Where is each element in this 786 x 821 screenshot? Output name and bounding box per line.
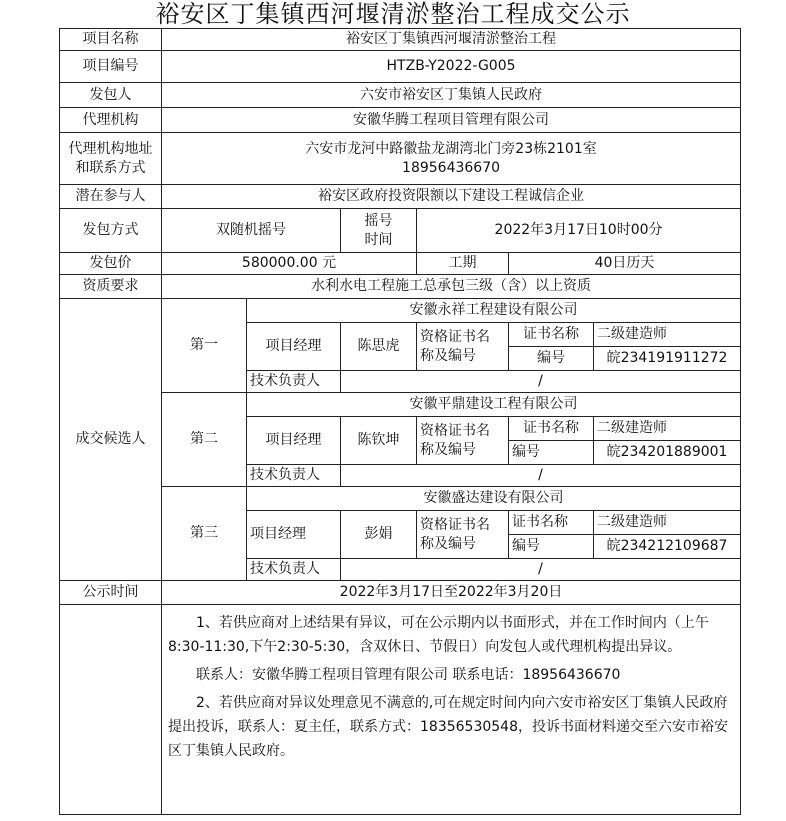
agency-address: 六安市龙河中路徽盐龙湖湾北门旁23栋2101室 xyxy=(305,140,597,157)
candidate-1-cert-label-line2: 称及编号 xyxy=(420,347,476,364)
row-project-name xyxy=(60,29,741,51)
candidate-2-cert-name-label: 证书名称 xyxy=(509,417,594,441)
notice-paragraph-1: 1、若供应商对上述结果有异议，可在公示期内以书面形式，并在工作时间内（上午8:30-11:30,下午2:30-5:30，含双休日、节假日）向发包人或代理机构提出异议。 xyxy=(168,615,709,655)
notice-contact: 联系人：安徽华腾工程项目管理有限公司 联系电话：18956436670 xyxy=(196,667,621,683)
candidate-2-cert-label-line1: 资格证书名 xyxy=(420,422,490,439)
candidate-3-pm-name: 彭娟 xyxy=(341,511,417,559)
candidate-2-pm-label: 项目经理 xyxy=(247,417,341,465)
price-label: 发包价 xyxy=(60,253,162,275)
notice-label-empty xyxy=(60,605,162,815)
agency-contact-label-line1: 代理机构地址 xyxy=(68,140,153,157)
candidate-1-cert-name: 二级建造师 xyxy=(594,323,741,347)
potential-value: 裕安区政府投资限额以下建设工程诚信企业 xyxy=(162,185,741,209)
row-potential xyxy=(60,185,741,209)
candidate-3-company: 安徽盛达建设有限公司 xyxy=(247,487,741,511)
project-no-label: 项目编号 xyxy=(60,51,162,83)
publicity-value: 2022年3月17日至2022年3月20日 xyxy=(162,581,741,605)
candidate-2-rank: 第二 xyxy=(162,393,247,487)
candidate-3-cert-name: 二级建造师 xyxy=(594,511,741,535)
candidate-1-tech-label: 技术负责人 xyxy=(247,371,341,393)
period-label: 工期 xyxy=(417,253,509,275)
candidates-label: 成交候选人 xyxy=(60,299,162,581)
row-method xyxy=(60,209,741,253)
qualification-label: 资质要求 xyxy=(60,275,162,299)
candidate-1-cert-no-label: 编号 xyxy=(509,347,594,371)
agency-contact-value xyxy=(162,133,741,185)
employer-label: 发包人 xyxy=(60,83,162,108)
candidate-1-cert-label xyxy=(417,323,509,371)
period-value: 40日历天 xyxy=(509,253,741,275)
candidate-2-tech-label: 技术负责人 xyxy=(247,465,341,487)
candidate-3-company-row xyxy=(60,487,741,511)
qualification-value: 水利水电工程施工总承包三级（含）以上资质 xyxy=(162,275,741,299)
row-agency xyxy=(60,108,741,133)
row-project-no xyxy=(60,51,741,83)
candidate-3-cert-name-label: 证书名称 xyxy=(509,511,594,535)
candidate-1-cert-no: 皖234191911272 xyxy=(594,347,741,371)
draw-time-label-line2: 时间 xyxy=(364,231,393,248)
publicity-label: 公示时间 xyxy=(60,581,162,605)
method-label: 发包方式 xyxy=(60,209,162,253)
potential-label: 潜在参与人 xyxy=(60,185,162,209)
candidate-1-company-row xyxy=(60,299,741,323)
row-agency-contact xyxy=(60,133,741,185)
candidate-2-cert-name: 二级建造师 xyxy=(594,417,741,441)
candidate-2-cert-no-label: 编号 xyxy=(509,441,594,465)
agency-value: 安徽华腾工程项目管理有限公司 xyxy=(162,108,741,133)
candidate-1-company: 安徽永祥工程建设有限公司 xyxy=(247,299,741,323)
candidate-3-cert-label-line2: 称及编号 xyxy=(420,535,476,552)
candidate-3-cert-no: 皖234212109687 xyxy=(594,535,741,559)
candidate-3-pm-label: 项目经理 xyxy=(247,511,341,559)
employer-value: 六安市裕安区丁集镇人民政府 xyxy=(162,83,741,108)
draw-time-label xyxy=(341,209,417,253)
candidate-3-cert-no-label: 编号 xyxy=(509,535,594,559)
row-qualification xyxy=(60,275,741,299)
project-name-value: 裕安区丁集镇西河堰清淤整治工程 xyxy=(162,29,741,51)
candidate-3-cert-label-line1: 资格证书名 xyxy=(420,516,490,533)
announcement-table xyxy=(59,28,741,815)
row-price xyxy=(60,253,741,275)
candidate-3-rank: 第三 xyxy=(162,487,247,581)
row-notice xyxy=(60,605,741,815)
candidate-1-pm-label: 项目经理 xyxy=(247,323,341,371)
agency-contact-label xyxy=(60,133,162,185)
candidate-2-tech-value: / xyxy=(341,465,741,487)
candidate-3-tech-label: 技术负责人 xyxy=(247,559,341,581)
notice-text xyxy=(162,605,741,815)
candidate-3-cert-label xyxy=(417,511,509,559)
price-value: 580000.00 元 xyxy=(162,253,417,275)
candidate-3-tech-value: / xyxy=(341,559,741,581)
agency-phone: 18956436670 xyxy=(402,159,501,176)
notice-paragraph-2: 2、若供应商对异议处理意见不满意的,可在规定时间内向六安市裕安区丁集镇人民政府提出投诉，联系人：夏主任，联系方式：18356530548，投诉书面材料递交至六安市裕安区丁集镇人民政府。 xyxy=(168,695,728,759)
candidate-2-pm-name: 陈钦坤 xyxy=(341,417,417,465)
draw-time-value: 2022年3月17日10时00分 xyxy=(417,209,741,253)
candidate-2-company-row xyxy=(60,393,741,417)
row-employer xyxy=(60,83,741,108)
candidate-2-cert-label-line2: 称及编号 xyxy=(420,441,476,458)
agency-contact-label-line2: 和联系方式 xyxy=(75,159,146,176)
draw-time-label-line1: 摇号 xyxy=(364,212,393,229)
agency-label: 代理机构 xyxy=(60,108,162,133)
candidate-1-cert-name-label: 证书名称 xyxy=(509,323,594,347)
candidate-1-pm-name: 陈思虎 xyxy=(341,323,417,371)
method-value: 双随机摇号 xyxy=(162,209,341,253)
candidate-1-tech-value: / xyxy=(341,371,741,393)
candidate-2-cert-no: 皖234201889001 xyxy=(594,441,741,465)
page-title: 裕安区丁集镇西河堰清淤整治工程成交公示 xyxy=(155,0,631,28)
row-publicity xyxy=(60,581,741,605)
candidate-1-rank: 第一 xyxy=(162,299,247,393)
project-name-label: 项目名称 xyxy=(60,29,162,51)
candidate-2-company: 安徽平鼎建设工程有限公司 xyxy=(247,393,741,417)
project-no-value: HTZB-Y2022-G005 xyxy=(162,51,741,83)
candidate-1-cert-label-line1: 资格证书名 xyxy=(420,328,490,345)
candidate-2-cert-label xyxy=(417,417,509,465)
